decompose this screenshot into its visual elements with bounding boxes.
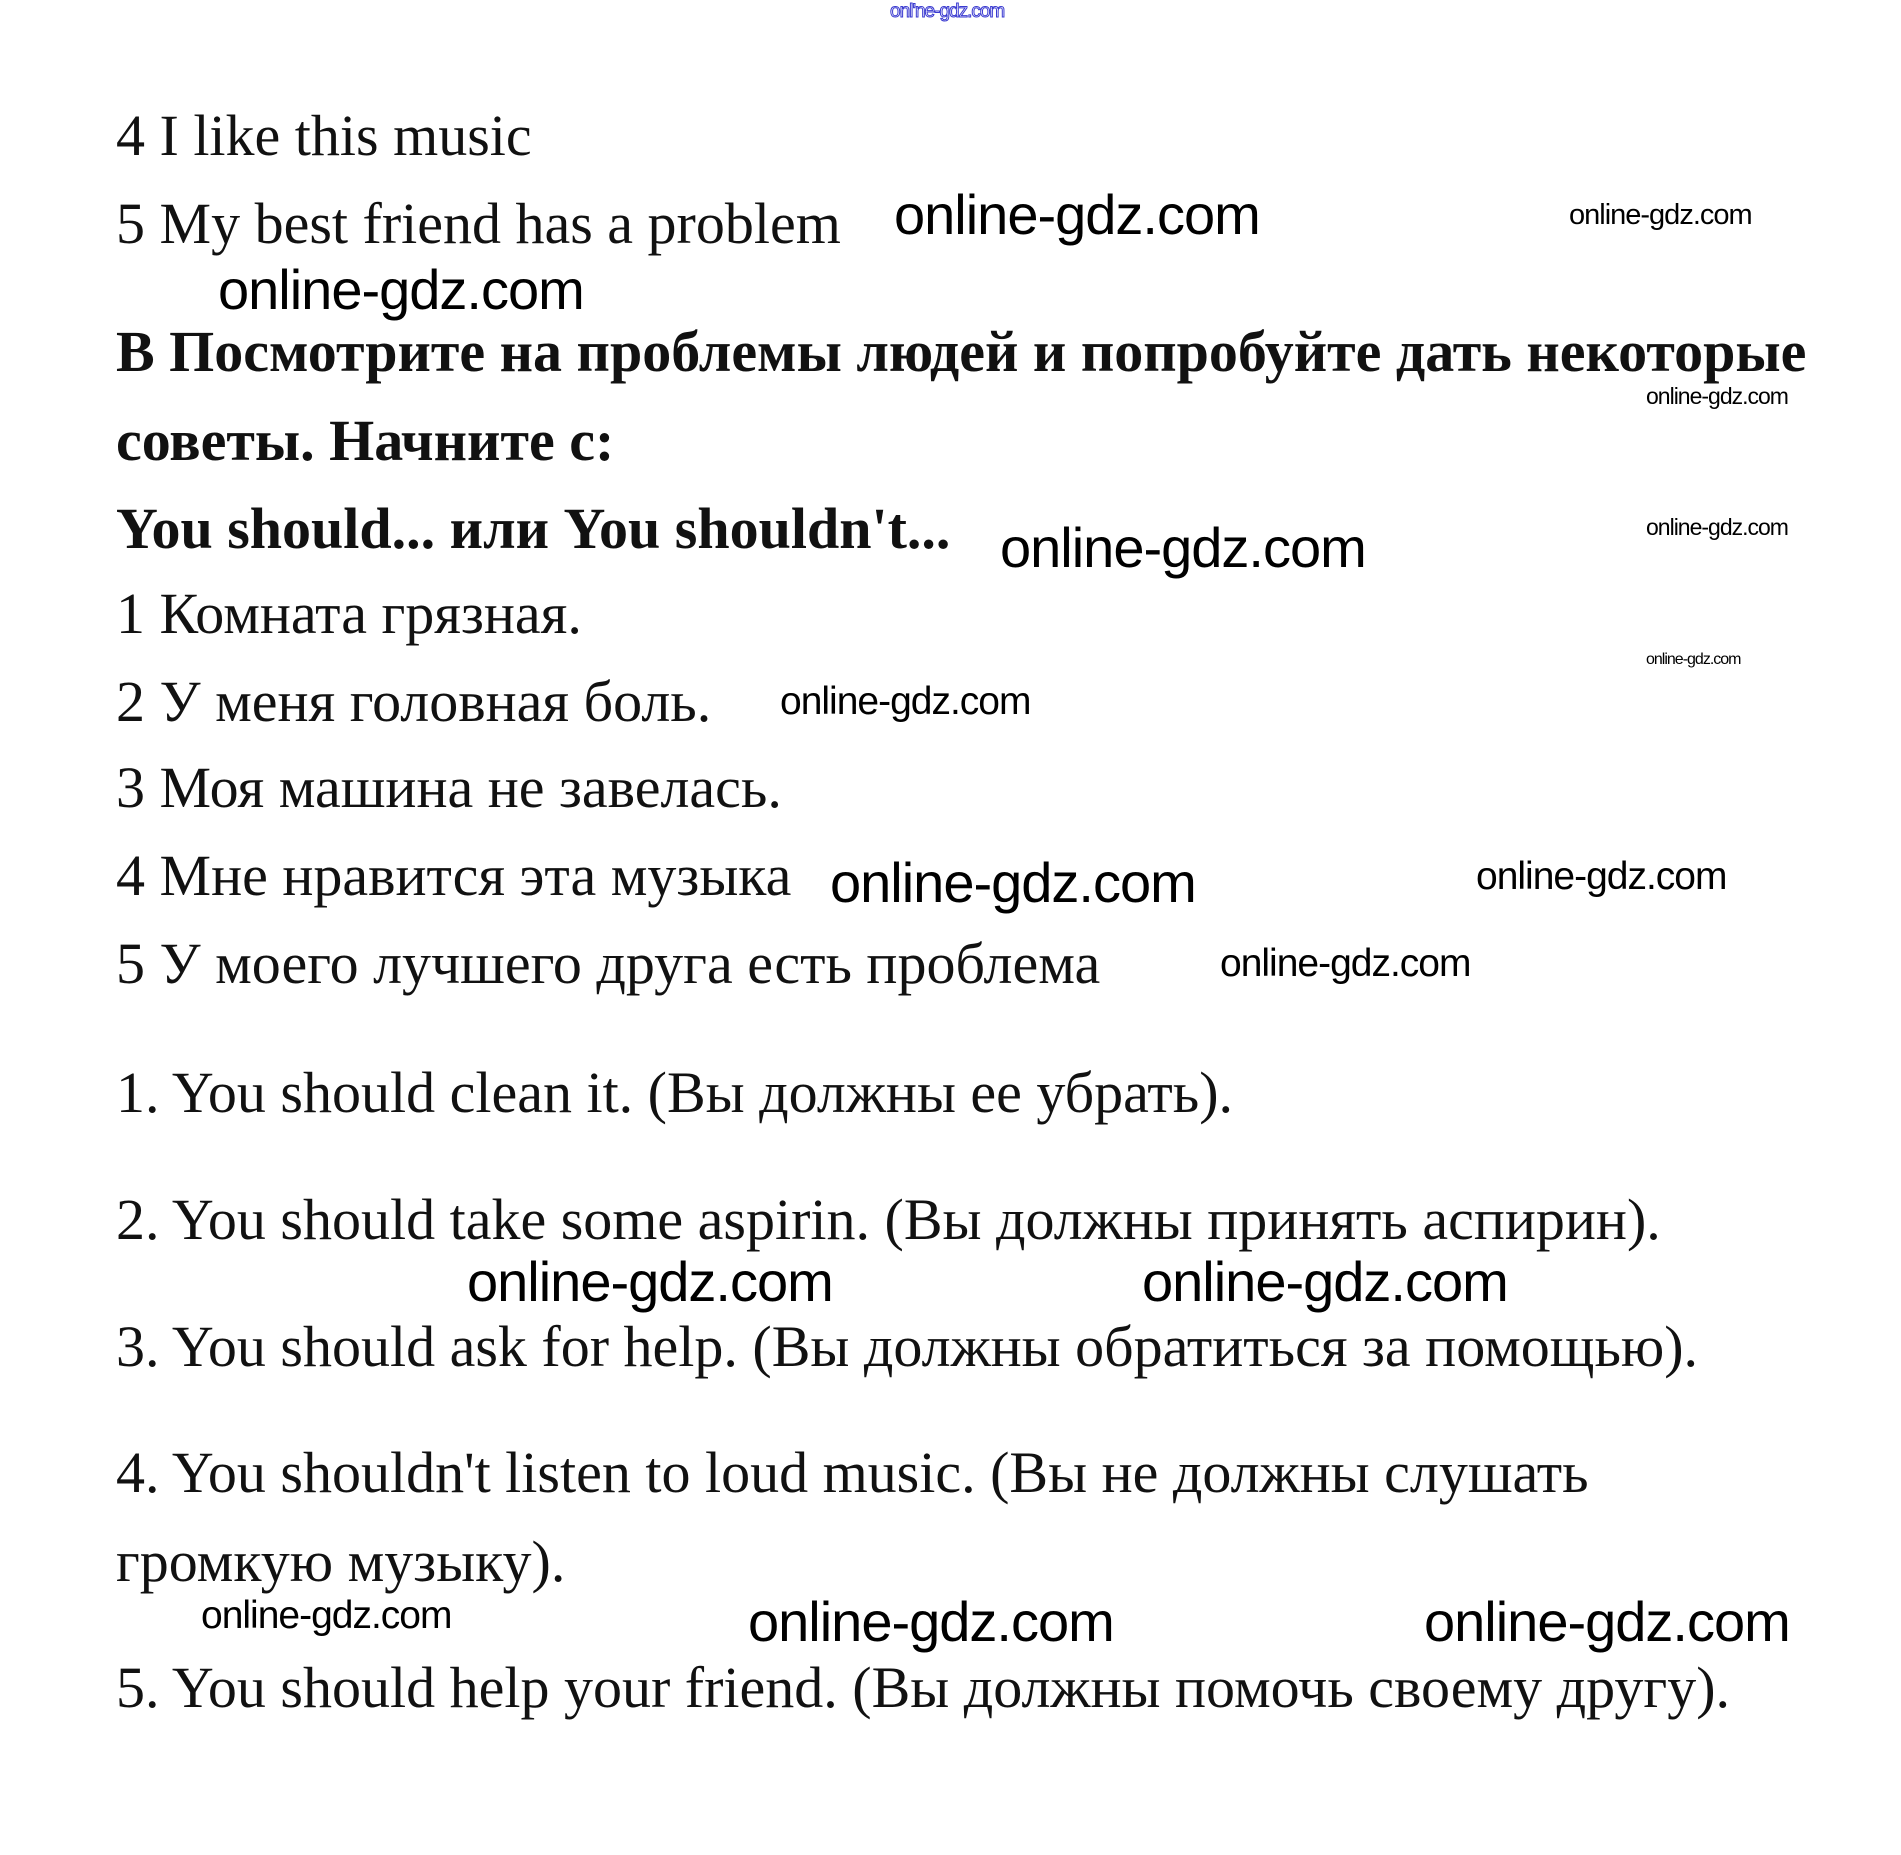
task-heading-cont: советы. Начните с: [116, 408, 615, 473]
watermark: online-gdz.com [1646, 383, 1788, 409]
problem-4: 4 Мне нравится эта музыка [116, 843, 792, 908]
watermark: online-gdz.com [467, 1250, 833, 1313]
answer-4-cont: громкую музыку). [116, 1529, 566, 1594]
watermark: online-gdz.com [1220, 942, 1471, 985]
watermark: online-gdz.com [780, 680, 1031, 723]
task-heading-phrases: You should... или You shouldn't... [116, 496, 951, 561]
answer-1: 1. You should clean it. (Вы должны ее убрать). [116, 1060, 1234, 1125]
watermark: online-gdz.com [1646, 514, 1788, 540]
problem-1: 1 Комната грязная. [116, 581, 582, 646]
answer-2: 2. You should take some aspirin. (Вы должны принять аспирин). [116, 1187, 1661, 1252]
exercise-line-5: 5 My best friend has a problem [116, 191, 841, 256]
answer-4: 4. You shouldn't listen to loud music. (Вы не должны слушать [116, 1440, 1589, 1505]
answer-5: 5. You should help your friend. (Вы должны помочь своему другу). [116, 1655, 1731, 1720]
watermark: online-gdz.com [1646, 651, 1741, 668]
watermark: online-gdz.com [1476, 855, 1727, 898]
problem-5: 5 У моего лучшего друга есть проблема [116, 931, 1101, 996]
watermark: online-gdz.com [894, 183, 1260, 246]
watermark: online-gdz.com [218, 258, 584, 321]
watermark: online-gdz.com [748, 1590, 1114, 1653]
exercise-line-4: 4 I like this music [116, 103, 532, 168]
watermark: online-gdz.com [201, 1594, 452, 1637]
watermark: online-gdz.com [1000, 516, 1366, 579]
watermark: online-gdz.com [1142, 1250, 1508, 1313]
watermark: online-gdz.com [1424, 1590, 1790, 1653]
task-heading: В Посмотрите на проблемы людей и попробуйте дать некоторые [116, 319, 1807, 384]
watermark: online-gdz.com [1569, 199, 1752, 231]
problem-2: 2 У меня головная боль. [116, 669, 712, 734]
answer-3: 3. You should ask for help. (Вы должны обратиться за помощью). [116, 1314, 1699, 1379]
watermark: online-gdz.com [830, 851, 1196, 914]
top-watermark: onl'ne-gdz.com [890, 1, 1005, 22]
problem-3: 3 Моя машина не завелась. [116, 755, 782, 820]
